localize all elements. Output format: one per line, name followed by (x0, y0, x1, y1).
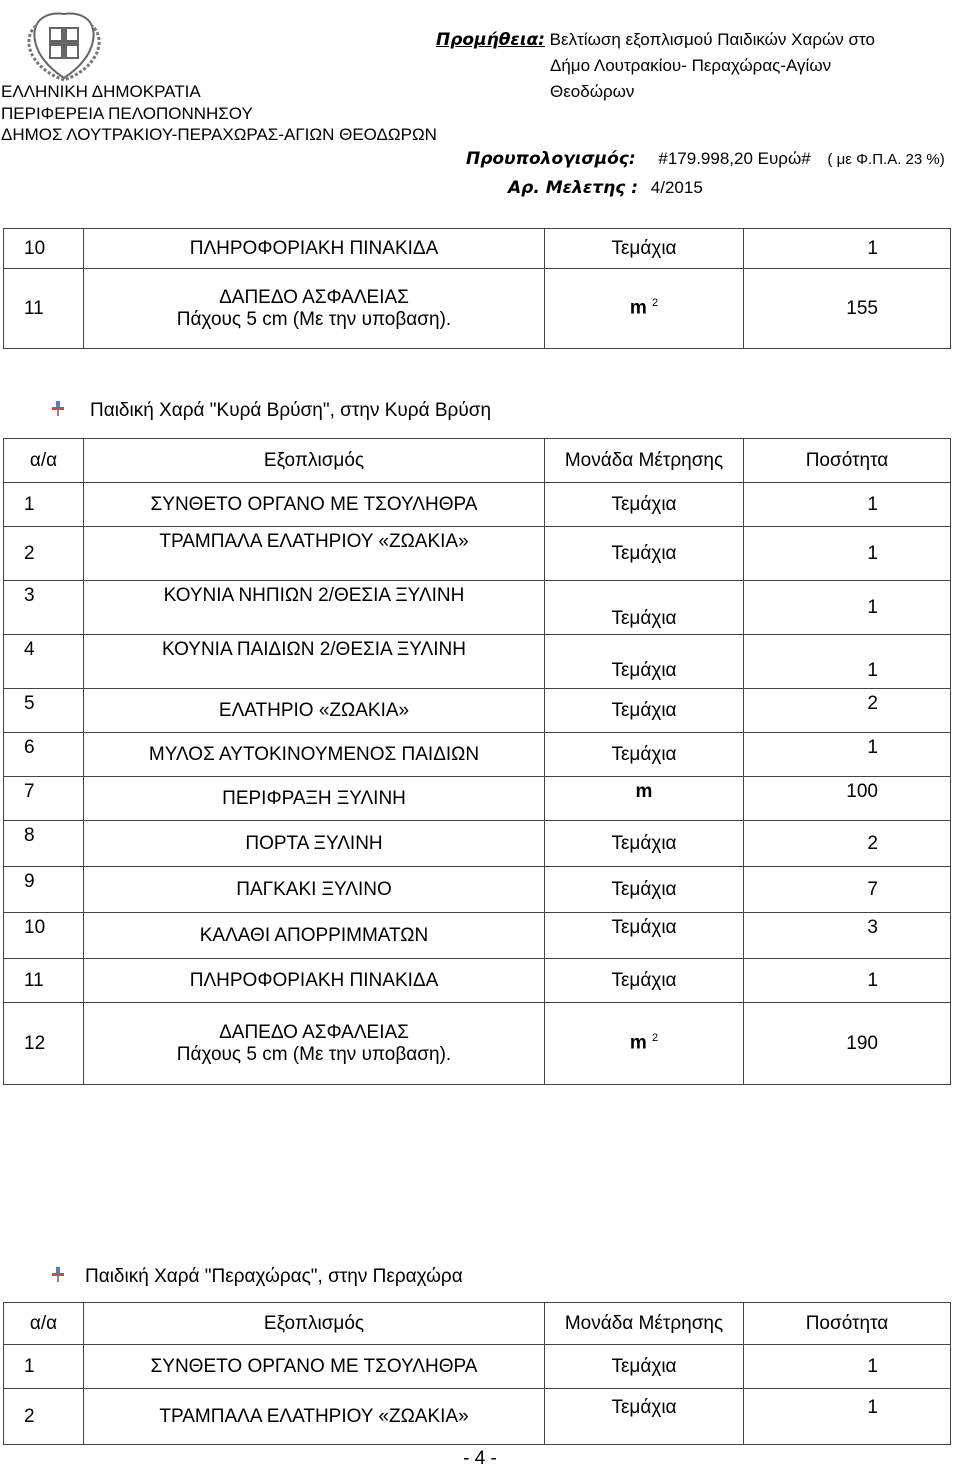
header-unit: Μονάδα Μέτρησης (545, 439, 744, 483)
item-name: ΚΟΥΝΙΑ ΝΗΠΙΩΝ 2/ΘΕΣΙΑ ΞΥΛΙΝΗ (84, 581, 545, 635)
row-number: 1 (4, 1345, 84, 1389)
section-title-perachora: Παιδική Χαρά "Περαχώρας", στην Περαχώρα (85, 1266, 463, 1287)
row-number: 1 (4, 483, 84, 527)
item-name: ΤΡΑΜΠΑΛΑ ΕΛΑΤΗΡΙΟΥ «ΖΩΑΚΙΑ» (84, 1389, 545, 1445)
quantity: 1 (744, 959, 951, 1003)
study-value: 4/2015 (650, 178, 703, 197)
quantity: 1 (744, 527, 951, 581)
supply-text-2: Δήμο Λουτρακίου- Περαχώρας-Αγίων (550, 56, 832, 75)
header-quantity: Ποσότητα (744, 1303, 951, 1345)
row-number: 8 (4, 821, 84, 867)
row-number: 10 (4, 229, 84, 269)
unit: Τεμάχια (545, 581, 744, 635)
unit (545, 269, 744, 349)
header-equipment: Εξοπλισμός (84, 1303, 545, 1345)
quantity: 155 (744, 269, 951, 349)
quantity: 2 (744, 689, 951, 733)
table-row (4, 1003, 951, 1085)
supply-text-3: Θεοδώρων (550, 82, 635, 101)
item-name: ΠΕΡΙΦΡΑΞΗ ΞΥΛΙΝΗ (84, 777, 545, 821)
budget-value: #179.998,20 Ευρώ# (658, 149, 811, 168)
quantity: 2 (744, 821, 951, 867)
item-name: ΜΥΛΟΣ ΑΥΤΟΚΙΝΟΥΜΕΝΟΣ ΠΑΙΔΙΩΝ (84, 733, 545, 777)
table-row (4, 821, 951, 867)
item-name: ΠΛΗΡΟΦΟΡΙΑΚΗ ΠΙΝΑΚΙΔΑ (84, 229, 545, 269)
row-number: 5 (4, 689, 84, 733)
item-name: ΣΥΝΘΕΤΟ ΟΡΓΑΝΟ ΜΕ ΤΣΟΥΛΗΘΡΑ (84, 483, 545, 527)
header-quantity: Ποσότητα (744, 439, 951, 483)
unit: Τεμάχια (545, 733, 744, 777)
study-label: Αρ. Μελετης : (508, 178, 639, 198)
row-number: 9 (4, 867, 84, 913)
unit-superscript: 2 (652, 297, 659, 310)
table-row (4, 867, 951, 913)
unit (545, 1003, 744, 1085)
budget-vat: ( με Φ.Π.Α. 23 %) (827, 151, 945, 168)
table-row (4, 483, 951, 527)
supply-text-1: Βελτίωση εξοπλισμού Παιδικών Χαρών στο (549, 30, 875, 49)
item-name: ΚΟΥΝΙΑ ΠΑΙΔΙΩΝ 2/ΘΕΣΙΑ ΞΥΛΙΝΗ (84, 635, 545, 689)
header-line-municipality: ΔΗΜΟΣ ΛΟΥΤΡΑΚΙΟΥ-ΠΕΡΑΧΩΡΑΣ-ΑΓΙΩΝ ΘΕΟΔΩΡΩΝ (1, 125, 437, 144)
row-number: 2 (4, 1389, 84, 1445)
row-number: 2 (4, 527, 84, 581)
quantity: 1 (744, 1345, 951, 1389)
header-aa: α/α (4, 439, 84, 483)
greek-coat-of-arms-icon (22, 6, 106, 82)
unit-symbol: m (635, 781, 653, 802)
pushpin-icon (50, 1266, 66, 1282)
quantity: 1 (744, 1389, 951, 1445)
row-number: 4 (4, 635, 84, 689)
row-number: 11 (4, 269, 84, 349)
equipment-table-perachora (3, 1302, 951, 1445)
table-row (4, 913, 951, 959)
row-number: 3 (4, 581, 84, 635)
item-name: ΠΟΡΤΑ ΞΥΛΙΝΗ (84, 821, 545, 867)
table-row (4, 229, 951, 269)
quantity: 190 (744, 1003, 951, 1085)
table-row (4, 527, 951, 581)
table-row (4, 1345, 951, 1389)
item-name: ΚΑΛΑΘΙ ΑΠΟΡΡΙΜΜΑΤΩΝ (84, 913, 545, 959)
header-unit: Μονάδα Μέτρησης (545, 1303, 744, 1345)
unit: Τεμάχια (545, 689, 744, 733)
row-number: 7 (4, 777, 84, 821)
quantity: 1 (744, 229, 951, 269)
quantity: 7 (744, 867, 951, 913)
unit: Τεμάχια (545, 913, 744, 959)
quantity: 1 (744, 635, 951, 689)
table-row (4, 1389, 951, 1445)
item-line-2: Πάχους 5 cm (Με την υποβαση). (176, 308, 452, 330)
section-title-kyra-vrysi: Παιδική Χαρά "Κυρά Βρύση", στην Κυρά Βρύση (90, 400, 492, 421)
header-line-region: ΠΕΡΙΦΕΡΕΙΑ ΠΕΛΟΠΟΝΝΗΣΟΥ (1, 104, 253, 123)
header-equipment: Εξοπλισμός (84, 439, 545, 483)
quantity: 1 (744, 733, 951, 777)
unit: Τεμάχια (545, 1345, 744, 1389)
table-row (4, 959, 951, 1003)
unit-symbol: m (629, 1032, 647, 1054)
unit: Τεμάχια (545, 527, 744, 581)
unit: Τεμάχια (545, 867, 744, 913)
item-name: ΤΡΑΜΠΑΛΑ ΕΛΑΤΗΡΙΟΥ «ΖΩΑΚΙΑ» (84, 527, 545, 581)
unit: Τεμάχια (545, 821, 744, 867)
header-line-republic: ΕΛΛΗΝΙΚΗ ΔΗΜΟΚΡΑΤΙΑ (1, 82, 201, 101)
item-line-2: Πάχους 5 cm (Με την υποβαση). (176, 1043, 452, 1065)
quantity: 1 (744, 581, 951, 635)
item-name: ΣΥΝΘΕΤΟ ΟΡΓΑΝΟ ΜΕ ΤΣΟΥΛΗΘΡΑ (84, 1345, 545, 1389)
table-row (4, 733, 951, 777)
unit: Τεμάχια (545, 1389, 744, 1445)
item-name: ΕΛΑΤΗΡΙΟ «ΖΩΑΚΙΑ» (84, 689, 545, 733)
quantity: 100 (744, 777, 951, 821)
unit: Τεμάχια (545, 635, 744, 689)
unit: Τεμάχια (545, 229, 744, 269)
table-header-row (4, 439, 951, 483)
item-line-1: ΔΑΠΕΔΟ ΑΣΦΑΛΕΙΑΣ (219, 286, 409, 308)
quantity: 1 (744, 483, 951, 527)
table-row (4, 689, 951, 733)
item-name (84, 1003, 545, 1085)
item-line-1: ΔΑΠΕΔΟ ΑΣΦΑΛΕΙΑΣ (219, 1021, 409, 1043)
row-number: 12 (4, 1003, 84, 1085)
table-row (4, 269, 951, 349)
unit-superscript: 2 (652, 1032, 659, 1045)
page-number: - 4 - (463, 1448, 497, 1469)
table-header-row (4, 1303, 951, 1345)
row-number: 10 (4, 913, 84, 959)
unit-symbol: m (629, 297, 647, 319)
item-name (84, 269, 545, 349)
row-number: 11 (4, 959, 84, 1003)
row-number: 6 (4, 733, 84, 777)
top-continuation-table (3, 228, 951, 349)
item-name: ΠΑΓΚΑΚΙ ΞΥΛΙΝΟ (84, 867, 545, 913)
table-row (4, 777, 951, 821)
table-row (4, 581, 951, 635)
unit: Τεμάχια (545, 483, 744, 527)
supply-label: Προμήθεια: (436, 30, 545, 50)
budget-label: Προυπολογισμός: (466, 149, 636, 169)
header-aa: α/α (4, 1303, 84, 1345)
unit: Τεμάχια (545, 959, 744, 1003)
pushpin-icon (50, 400, 66, 416)
unit (545, 777, 744, 821)
table-row (4, 635, 951, 689)
quantity: 3 (744, 913, 951, 959)
equipment-table-kyra-vrysi (3, 438, 951, 1085)
item-name: ΠΛΗΡΟΦΟΡΙΑΚΗ ΠΙΝΑΚΙΔΑ (84, 959, 545, 1003)
